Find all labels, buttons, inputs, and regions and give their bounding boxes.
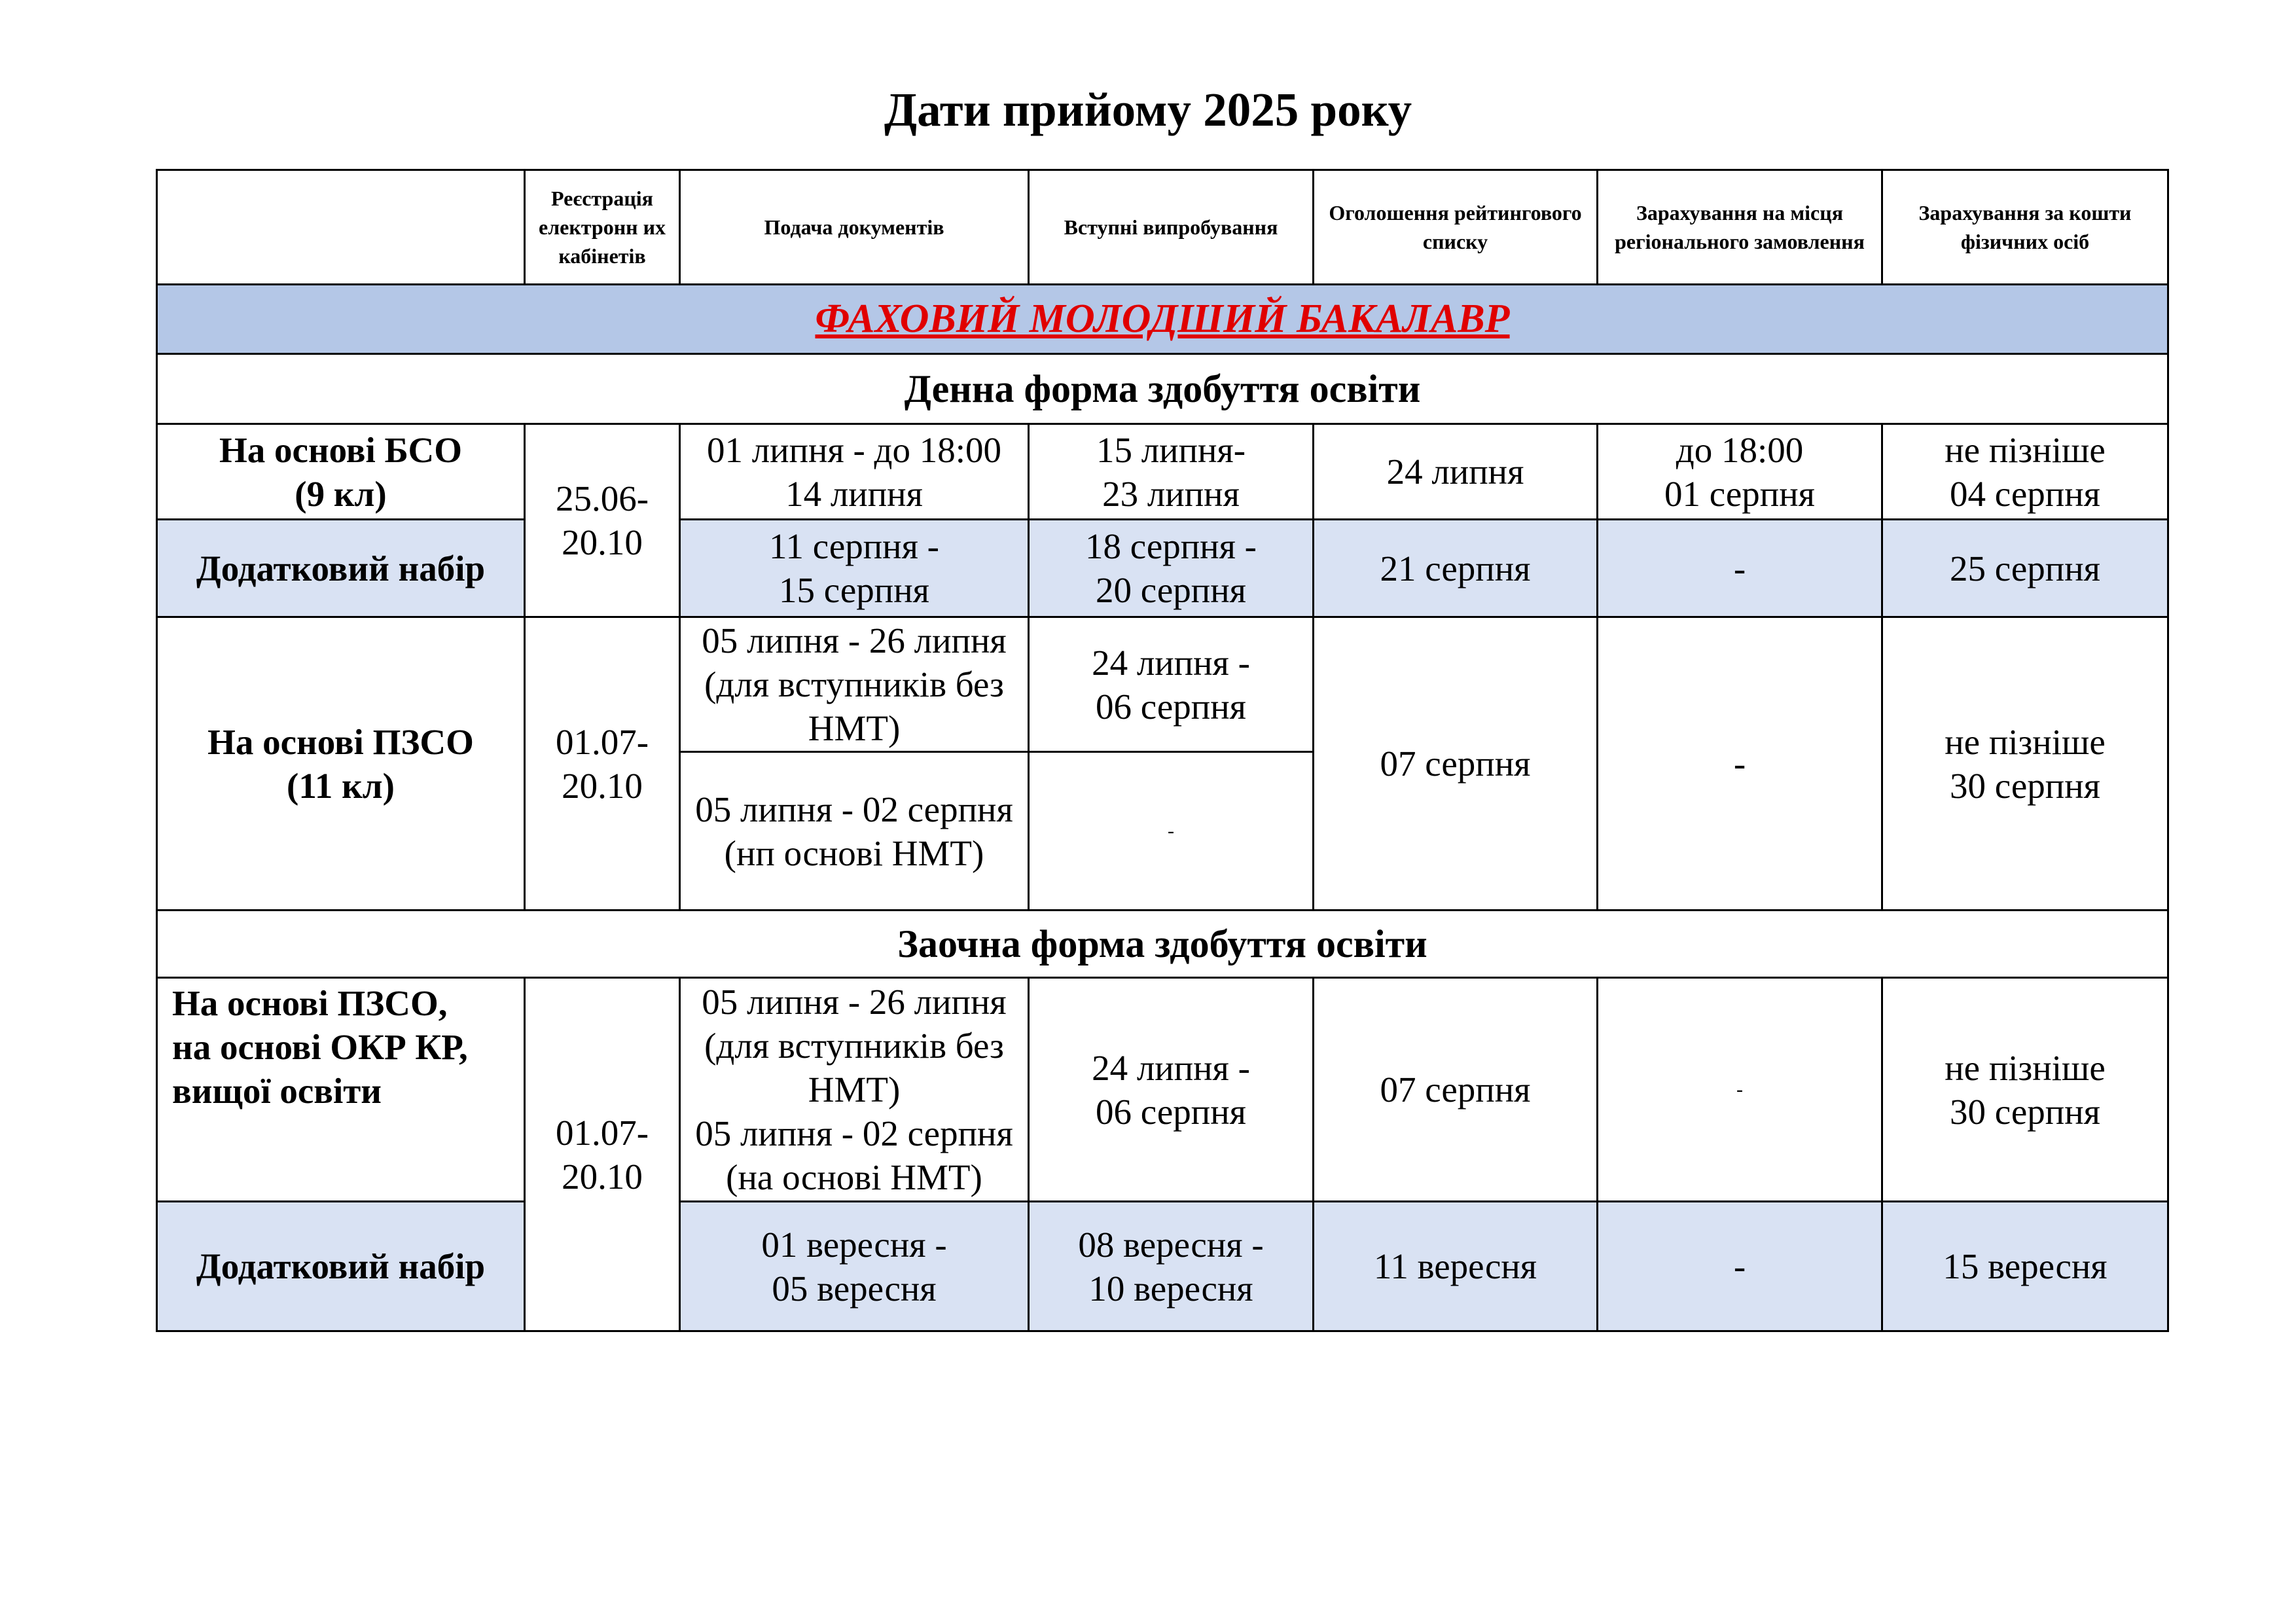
header-documents: Подача документів [680, 170, 1029, 285]
header-corner [157, 170, 525, 285]
private-pzso: не пізніше 30 серпня [1882, 617, 2168, 911]
part-form-title: Заочна форма здобуття освіти [157, 911, 2168, 978]
private-part-main: не пізніше 30 серпня [1882, 978, 2168, 1202]
regional-part-extra: - [1598, 1202, 1882, 1331]
documents-bso: 01 липня - до 18:00 14 липня [680, 424, 1029, 520]
row-label-bso: На основі БСО (9 кл) [157, 424, 525, 520]
exams-part-main: 24 липня - 06 серпня [1029, 978, 1314, 1202]
header-regional: Зарахування на місця регіонального замовлення [1598, 170, 1882, 285]
rating-bso-extra: 21 серпня [1314, 520, 1598, 617]
rating-part-main: 07 серпня [1314, 978, 1598, 1202]
rating-bso: 24 липня [1314, 424, 1598, 520]
registration-part: 01.07- 20.10 [525, 978, 680, 1331]
admission-dates-table [156, 169, 2169, 1332]
section-band-row [157, 285, 2168, 354]
section-band [157, 285, 2168, 354]
rating-pzso: 07 серпня [1314, 617, 1598, 911]
header-exams: Вступні випробування [1029, 170, 1314, 285]
table-row [157, 1202, 2168, 1331]
private-part-extra: 15 вересня [1882, 1202, 2168, 1331]
row-label-part-main: На основі ПЗСО, на основі ОКР КР, вищої освіти [157, 978, 525, 1202]
documents-bso-extra: 11 серпня - 15 серпня [680, 520, 1029, 617]
header-row [157, 170, 2168, 285]
header-rating: Оголошення рейтингового списку [1314, 170, 1598, 285]
regional-pzso: - [1598, 617, 1882, 911]
regional-bso: до 18:00 01 серпня [1598, 424, 1882, 520]
documents-part-extra: 01 вересня - 05 вересня [680, 1202, 1029, 1331]
header-private: Зарахування за кошти фізичних осіб [1882, 170, 2168, 285]
regional-bso-extra: - [1598, 520, 1882, 617]
row-label-bso-extra: Додатковий набір [157, 520, 525, 617]
private-bso-extra: 25 серпня [1882, 520, 2168, 617]
regional-part-main: - [1598, 978, 1882, 1202]
page-title: Дати прийому 2025 року [884, 83, 1412, 136]
day-form-title: Денна форма здобуття освіти [157, 354, 2168, 424]
registration-bso: 25.06- 20.10 [525, 424, 680, 617]
registration-pzso: 01.07- 20.10 [525, 617, 680, 911]
exams-bso-extra: 18 серпня - 20 серпня [1029, 520, 1314, 617]
row-label-part-extra: Додатковий набір [157, 1202, 525, 1331]
table-row [157, 978, 2168, 1202]
rating-part-extra: 11 вересня [1314, 1202, 1598, 1331]
exams-bso: 15 липня- 23 липня [1029, 424, 1314, 520]
exams-part-extra: 08 вересня - 10 вересня [1029, 1202, 1314, 1331]
private-bso: не пізніше 04 серпня [1882, 424, 2168, 520]
part-form-row [157, 911, 2168, 978]
documents-part-main: 05 липня - 26 липня (для вступників без НМТ) 05 липня - 02 серпня (на основі НМТ) [680, 978, 1029, 1202]
exams-pzso-nmt: - [1029, 752, 1314, 911]
header-registration: Реєстрація електронн их кабінетів [525, 170, 680, 285]
table-row [157, 424, 2168, 520]
exams-pzso-no-nmt: 24 липня - 06 серпня [1029, 617, 1314, 752]
section-title: ФАХОВИЙ МОЛОДШИЙ БАКАЛАВР [815, 297, 1510, 341]
table-row [157, 520, 2168, 617]
table-row [157, 617, 2168, 752]
row-label-pzso: На основі ПЗСО (11 кл) [157, 617, 525, 911]
day-form-row [157, 354, 2168, 424]
documents-pzso-no-nmt: 05 липня - 26 липня (для вступників без НМТ) [680, 617, 1029, 752]
documents-pzso-nmt: 05 липня - 02 серпня (нп основі НМТ) [680, 752, 1029, 911]
